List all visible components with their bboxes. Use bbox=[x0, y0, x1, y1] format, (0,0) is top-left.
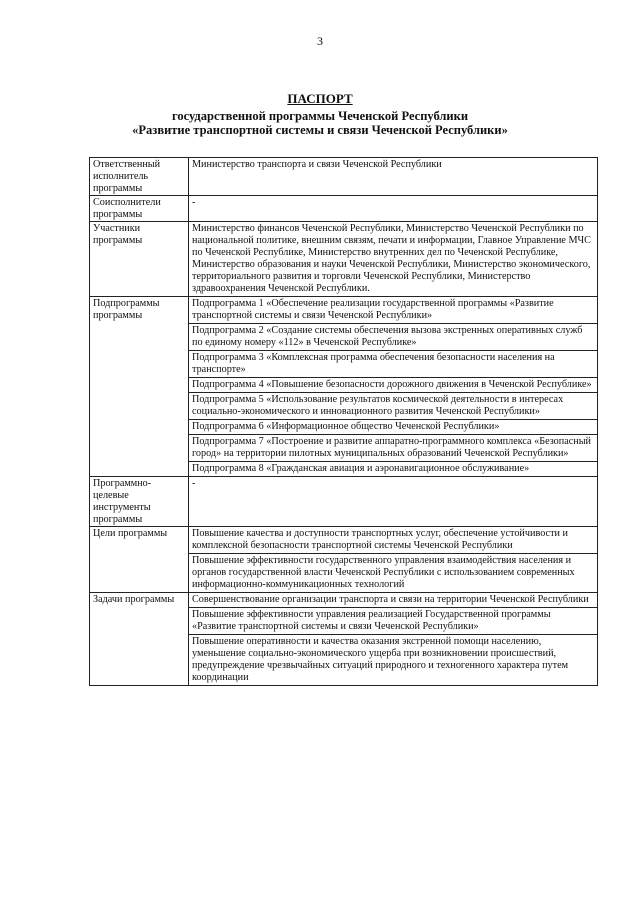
document-title bbox=[0, 92, 640, 137]
title-program: государственной программы Чеченской Республики bbox=[171, 109, 469, 123]
row-value bbox=[189, 477, 598, 527]
table-row bbox=[90, 222, 598, 297]
row-label: Соисполнители программы bbox=[90, 196, 189, 222]
row-label: Задачи программы bbox=[90, 593, 189, 686]
value-item: Подпрограмма 8 «Гражданская авиация и аэронавигационное обслуживание» bbox=[192, 463, 530, 474]
row-value bbox=[189, 196, 598, 222]
table-row bbox=[90, 297, 598, 477]
value-item: Подпрограмма 3 «Комплексная программа обеспечения безопасности населения на транспорте» bbox=[189, 351, 597, 378]
title-passport: ПАСПОРТ bbox=[287, 91, 353, 106]
value-item: Повышение эффективности управления реализацией Государственной программы «Развитие транспортной системы и связи Чеченской Республики» bbox=[189, 608, 597, 635]
row-value bbox=[189, 222, 598, 297]
table-row bbox=[90, 477, 598, 527]
row-label: Ответственный исполнитель программы bbox=[90, 158, 189, 196]
value-item: Подпрограмма 6 «Информационное общество Чеченской Республики» bbox=[189, 420, 597, 435]
value-item: Министерство транспорта и связи Чеченской Республики bbox=[192, 159, 442, 170]
title-program-name: «Развитие транспортной системы и связи Чеченской Республики» bbox=[132, 123, 508, 137]
value-item: Подпрограмма 1 «Обеспечение реализации государственной программы «Развитие транспортной системы и связи Чеченской Республики» bbox=[189, 297, 597, 324]
value-item: Повышение эффективности государственного управления взаимодействия населения и органов государственной власти Чеченской Республики с использованием современных информационно-коммуникационных технологий bbox=[192, 555, 575, 590]
row-value bbox=[189, 593, 598, 686]
value-item: - bbox=[192, 197, 196, 208]
value-item: Подпрограмма 5 «Использование результатов космической деятельности в интересах социально-экономического и инновационного развития Чеченской Республики» bbox=[189, 393, 597, 420]
row-label: Подпрограммы программы bbox=[90, 297, 189, 477]
row-value bbox=[189, 527, 598, 593]
value-item: - bbox=[192, 478, 196, 489]
page-number: 3 bbox=[317, 34, 323, 48]
row-value bbox=[189, 297, 598, 477]
value-item: Подпрограмма 2 «Создание системы обеспечения вызова экстренных оперативных служб по единому номеру «112» в Чеченской Республике» bbox=[189, 324, 597, 351]
row-value bbox=[189, 158, 598, 196]
table-row bbox=[90, 527, 598, 593]
value-item: Совершенствование организации транспорта и связи на территории Чеченской Республики bbox=[189, 593, 597, 608]
table-row bbox=[90, 158, 598, 196]
value-item: Министерство финансов Чеченской Республики, Министерство Чеченской Республики по национальной политике, внешним связям, печати и информации, Главное Управление МЧС по Чеченской Республике, Министерство внутренних дел по Чеченской Республике, Министерство образования и науки Чеченской Республики, Министерство экономического, территориального развития и торговли Чеченской Республики, Министерство здравоохранения Чеченской Республики. bbox=[192, 223, 591, 294]
value-item: Подпрограмма 4 «Повышение безопасности дорожного движения в Чеченской Республике» bbox=[189, 378, 597, 393]
value-item: Подпрограмма 7 «Построение и развитие аппаратно-программного комплекса «Безопасный город» на территории пилотных муниципальных образований Чеченской Республики» bbox=[189, 435, 597, 462]
row-label: Цели программы bbox=[90, 527, 189, 593]
value-item: Повышение оперативности и качества оказания экстренной помощи населению, уменьшение социально-экономического ущерба при возникновении происшествий, предупреждение чрезвычайных ситуаций природного и техногенного характера путем координации bbox=[192, 636, 569, 683]
row-label: Программно-целевые инструменты программы bbox=[90, 477, 189, 527]
row-label: Участники программы bbox=[90, 222, 189, 297]
value-item: Повышение качества и доступности транспортных услуг, обеспечение устойчивости и комплексной безопасности транспортной системы Чеченской Республики bbox=[189, 527, 597, 554]
passport-table bbox=[89, 157, 598, 686]
table-row bbox=[90, 593, 598, 686]
table-row bbox=[90, 196, 598, 222]
